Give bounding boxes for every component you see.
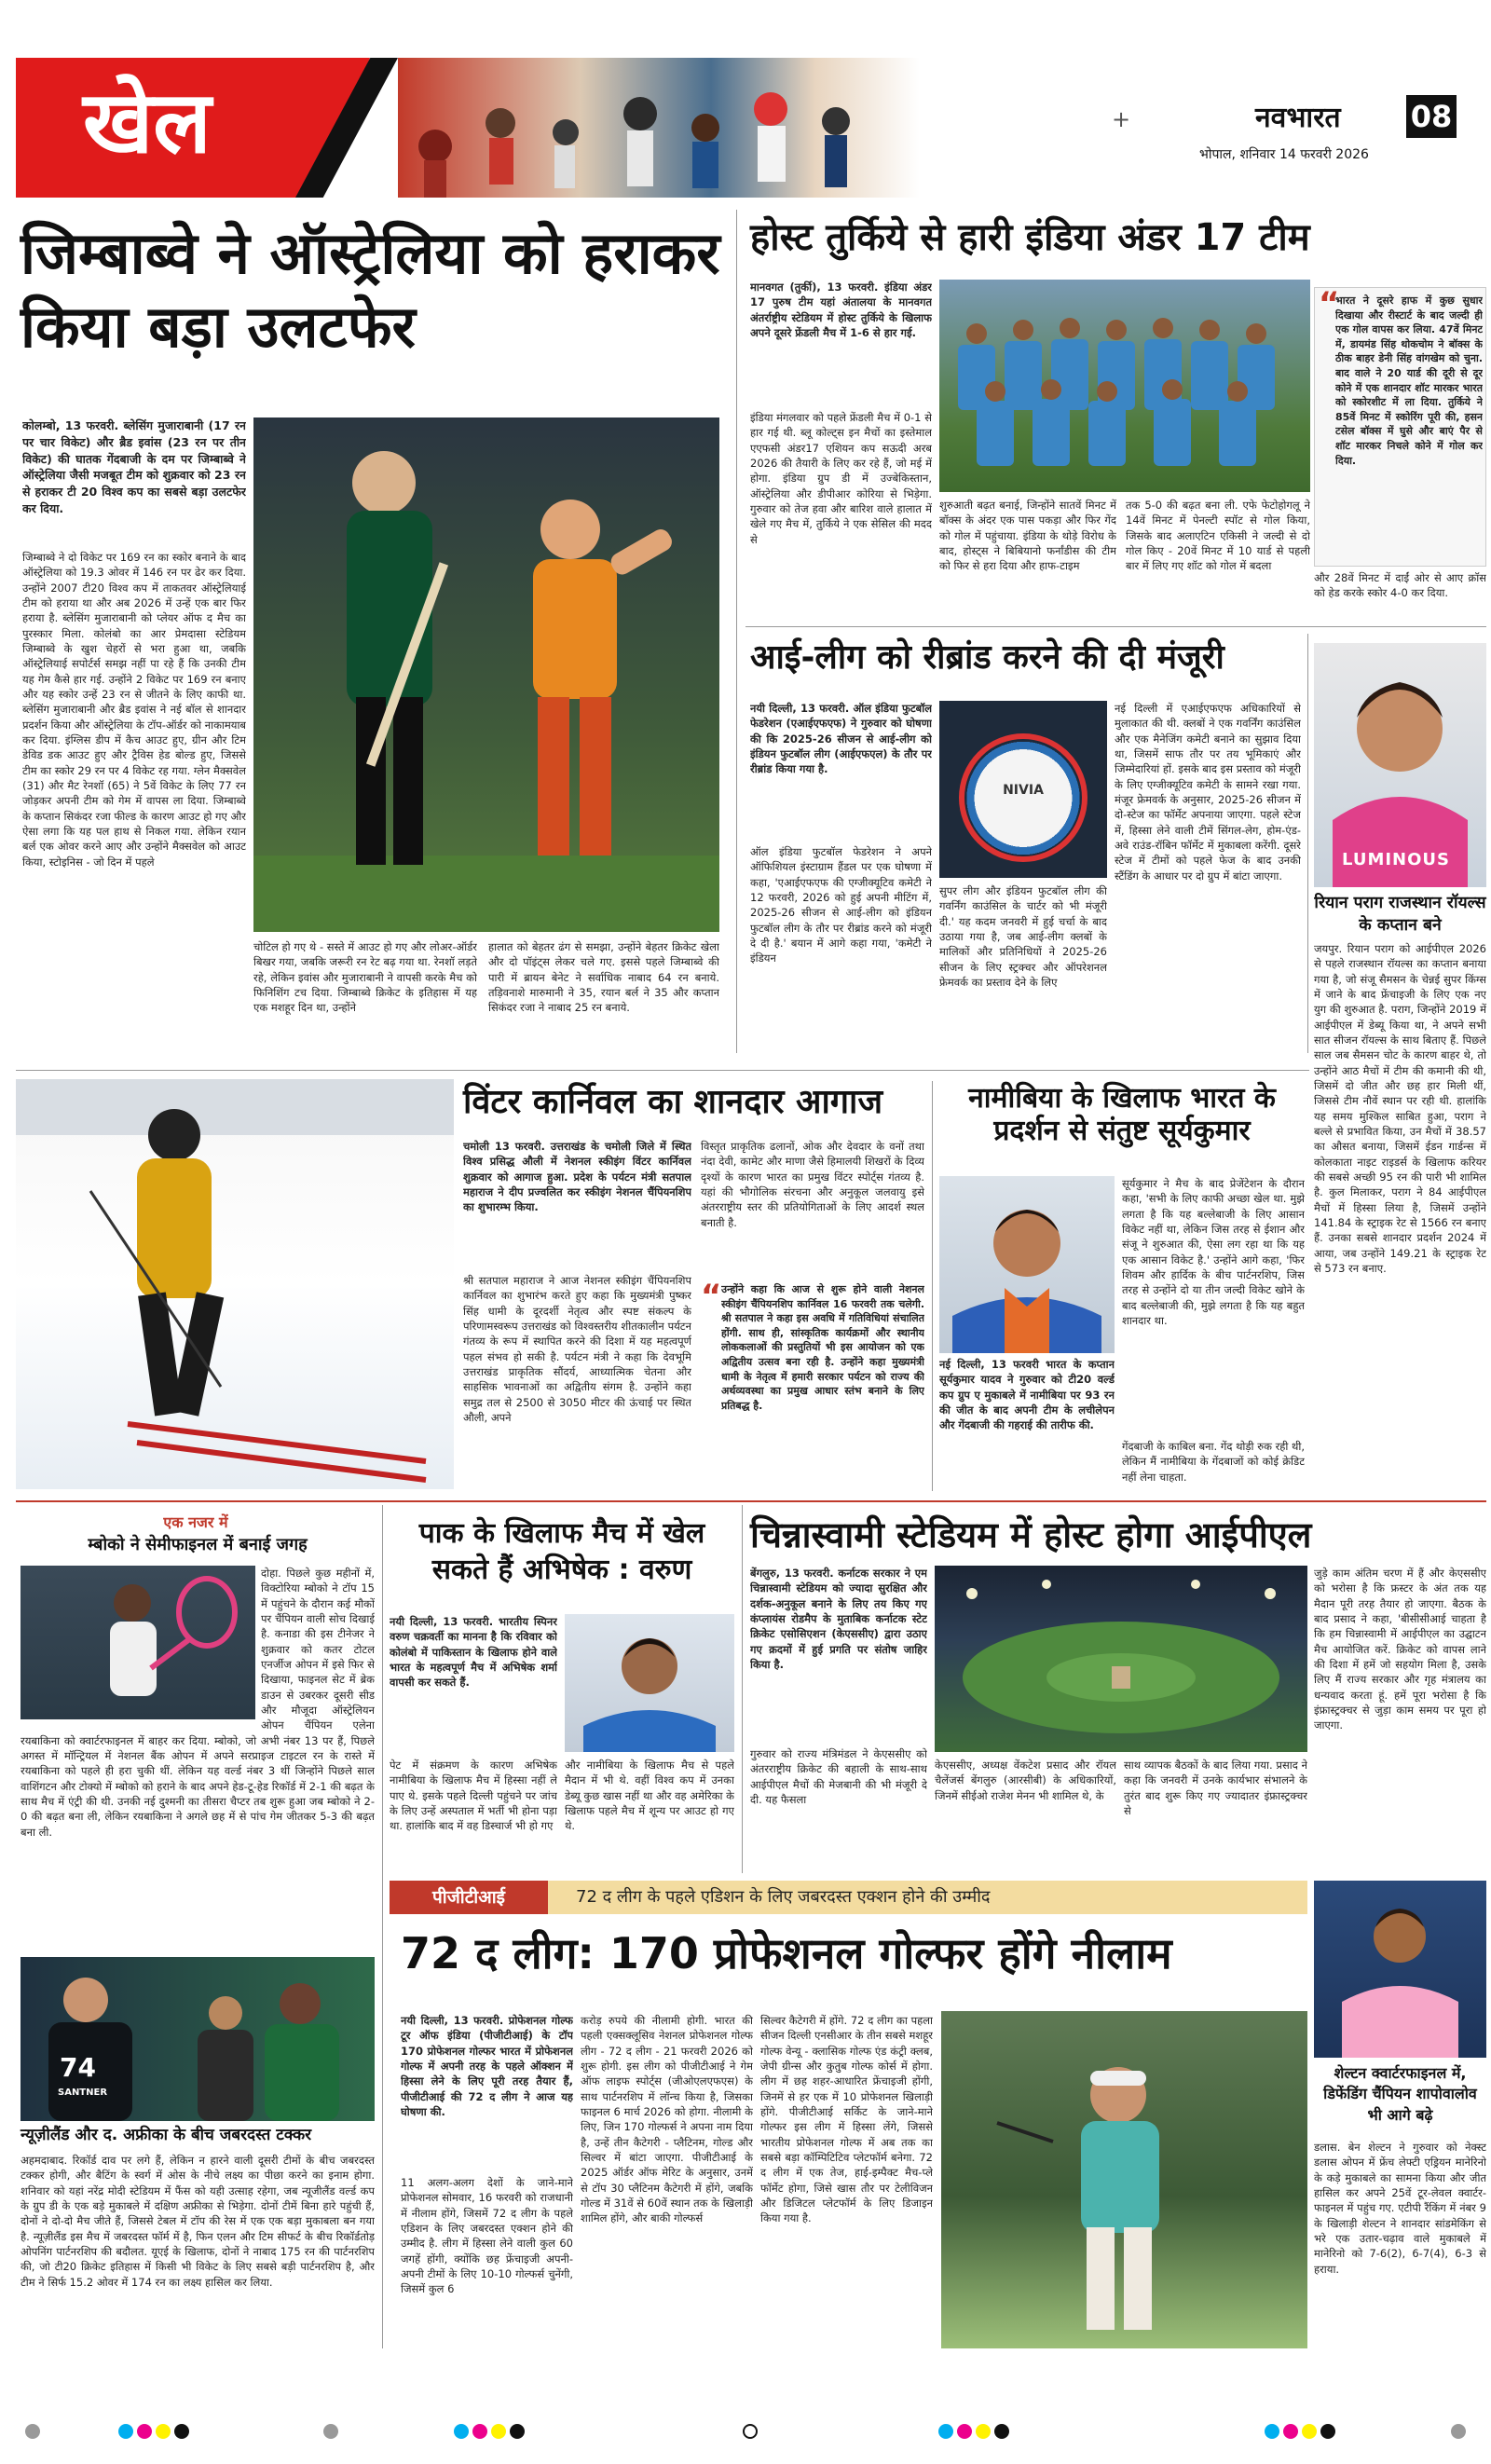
jersey-number: 74 <box>60 2052 96 2083</box>
jersey-sponsor-text: LUMINOUS <box>1342 850 1450 869</box>
ipl-col2: केएससीए, अध्यक्ष वेंकटेश प्रसाद और रॉयल चैलेंजर्स बेंगलुरु (आरसीबी) के अधिकारियों, जिनमें सीईओ राजेश मेनन भी शामिल थे, के <box>935 1759 1116 1802</box>
shelton-photo <box>1314 1881 1486 2058</box>
football-photo <box>939 701 1107 878</box>
varun-col2: और नामीबिया के खिलाफ मैच से पहले मैदान में भी थे. वहीं विश्व कप में उनका डेब्यू कुछ खास नहीं था और वह अमेरिका के खिलाफ पहले मैच में शून्य पर आउट हो गए थे. <box>565 1759 734 1833</box>
varun-lead: नयी दिल्ली, 13 फरवरी. भारतीय स्पिनर वरुण चक्रवर्ती का मानना है कि रविवार को कोलंबो में पाकिस्तान के खिलाफ होने वाले भारत के महत्वपूर्ण मैच में अभिषेक शर्मा वापसी कर सकते हैं. <box>390 1615 557 1690</box>
pgti-banner-text: 72 द लीग के पहले एडिशन के लिए जबरदस्त एक्शन होने की उम्मीद <box>576 1887 991 1907</box>
shelton-body: डलास. बेन शेल्टन ने गुरुवार को नेक्स्ट डलास ओपन में फ्रेंच लेफ्टी एड्रियन मानेरिनो के कड़े मुकाबले का सामना किया और जीत हासिल कर अपने 25वें टूर-लेवल क्वार्टर-फाइनल में पहुंच गए. एटीपी रैंकिंग में नंबर 9 के खिलाड़ी शेल्टन ने शानदार सांडमेकिंग से भरे एक उतार-चढ़ाव वाले मुकाबले में मानेरिनो को 7-6(2), 6-7(4), 6-3 से हराया. <box>1314 2141 1486 2276</box>
zimbabwe-lead: कोलम्बो, 13 फरवरी. ब्लेसिंग मुजाराबानी (17 रन पर चार विकेट) और ब्रैड इवांस (23 रन पर तीन विकेट) की घातक गेंदबाजी के दम पर जिम्बाब्वे ने ऑस्ट्रेलिया जैसी मजबूत टीम को शुक्रवार को 23 रन से हराकर टी 20 विश्व कप का सबसे बड़ा उलटफेर कर दिया. <box>22 418 246 515</box>
section-rule <box>16 1500 1486 1502</box>
registration-dot <box>743 2424 758 2439</box>
zimbabwe-col2: चोटिल हो गए थे - सस्ते में आउट हो गए और लोअर-ऑर्डर बिखर गया, जबकि जरूरी रन रेट बढ़ गया था. रेनशॉ लड़ते रहे, लेकिन इवांस और मुजाराबानी ने वापसी करके मैच को फिनिशिंग टच दिया. जिम्बाब्वे क्रिकेट के इतिहास में यह एक मशहूर दिन था, उन्होंने <box>253 940 477 1015</box>
ipl-lead: बेंगलुरु, 13 फरवरी. कर्नाटक सरकार ने एम चिन्नास्वामी स्टेडियम को ज्यादा सुरक्षित और दर्शक-अनुकूल बनाने के लिए तय किए गए कंप्लायंस रोडमैप के मुताबिक कर्नाटक स्टेट क्रिकेट एसोसिएशन (केएससीए) द्वारा उठाए गए क्रदमों में हुई प्रगति पर संतोष जाहिर किया है. <box>750 1567 927 1671</box>
quote-mark-icon: “ <box>701 1278 722 1315</box>
i-league-col1: ऑल इंडिया फुटबॉल फेडरेशन ने अपने ऑफिशियल इंस्टाग्राम हैंडल पर एक घोषणा में कहा, 'एआईएफएफ की एग्जीक्यूटिव कमेटी ने 12 फरवरी, 2026 को हुई अपनी मीटिंग में, 2025-26 सीजन से आई-लीग को इंडियन फुटबॉल लीग के तौर पर रीब्रांड करने को मंजूरी दे दी है.' बयान में आगे कहा गया, 'कमेटी ने इंडियन <box>750 845 932 965</box>
skier-photo <box>16 1079 454 1489</box>
headline-suryakumar: नामीबिया के खिलाफ भारत के प्रदर्शन से संतुष्ट सूर्यकुमार <box>968 1082 1276 1147</box>
quote-mark-icon: “ <box>1319 285 1340 322</box>
headline-ipl-chinnaswamy: चिन्नास्वामी स्टेडियम में होस्ट होगा आईपीएल <box>750 1514 1312 1555</box>
column-rule <box>742 1505 743 1873</box>
column-rule <box>1307 634 1308 1053</box>
u17-side-text: भारत ने दूसरे हाफ में कुछ सुधार दिखाया और रीस्टार्ट के बाद जल्दी ही एक गोल वापस कर लिया. 47वें मिनट में, डायमंड सिंह थोकचोम ने बॉक्स के ठीक बाहर डेनी सिंह वांगखेम को चुना. बाद वाले ने 20 यार्ड की दूरी से दूर कोने में एक शानदार शॉट मारकर भारत को स्कोरशीट में ला दिया. तुर्किये ने 85वें मिनट में स्कोरिंग पूरी की, हसन टसेल बॉक्स में घुसे और बाएं पैर से शॉट मारकर निचले कोने में गोल कर दिया. <box>1335 294 1483 467</box>
section-title: खेल <box>83 73 212 172</box>
registration-dot <box>491 2424 506 2439</box>
ipl-col4: जुड़े काम अंतिम चरण में हैं और केएससीए को भरोसा है कि फ्रस्टर के अंत तक यह मैदान पूरी तरह तैयार हो जाएगा. बैठक के बाद प्रसाद ने कहा, 'बीसीसीआई चाहता है कि हम चिन्नास्वामी में आईपीएल का उद्घाटन मैच आयोजित करें. क्रिकेट को वापस लाने की दिशा में हमें जो सहयोग मिला है, उसके लिए मैं राज्य सरकार और गृह मंत्रालय का धन्यवाद करता हूं. हमें पूरा भरोसा है कि इंफ्रास्ट्रक्चर से जुड़ा काम समय पर पूरा हो जाएगा. <box>1314 1567 1486 1732</box>
winter-col2: विस्तृत प्राकृतिक ढलानों, ओक और देवदार के वनों तथा नंदा देवी, कामेट और माणा जैसे हिमालयी शिखरों के दिव्य दृश्यों के कारण भारत का प्रमुख विंटर स्पोर्ट्स गंतव्य है. यहां की भौगोलिक संरचना और अनुकूल जलवायु इसे अंतरराष्ट्रीय स्तर की प्रतियोगिताओं के लिए आदर्श स्थल बनाती है. <box>701 1140 924 1229</box>
column-rule <box>932 1081 933 1491</box>
registration-dot <box>976 2424 991 2439</box>
section-rule <box>746 626 1486 627</box>
registration-dot <box>1451 2424 1466 2439</box>
i-league-col2: सुपर लीग और इंडियन फुटबॉल लीग की गवर्निंग काउंसिल के चार्टर को भी मंजूरी दी.' यह कदम जनवरी में हुई चर्चा के बाद उठाया गया है, जब आई-लीग क्लबों के मालिकों और प्रतिनिधियों ने 2025-26 सीजन के लिए स्ट्रक्चर और ऑपरेशनल फ्रेमवर्क का प्रस्ताव देने के लिए <box>939 884 1107 989</box>
headline-mboko: म्बोको ने सेमीफाइनल में बनाई जगह <box>88 1535 308 1554</box>
column-rule <box>736 210 737 1053</box>
registration-dot <box>156 2424 171 2439</box>
print-registration-bar <box>16 2419 1479 2443</box>
zimbabwe-match-photo <box>253 418 719 932</box>
jersey-name: SANTNER <box>58 2088 108 2098</box>
registration-dot <box>137 2424 152 2439</box>
suryakumar-col2: गेंदबाजी के काबिल बना. गेंद थोड़ी रुक रही थी, लेकिन मैं नामीबिया के गेंदबाजों को कोई क्रेडिट नहीं लेना चाहता. <box>1122 1440 1305 1484</box>
u17-side-box <box>1314 287 1486 567</box>
registration-dot <box>1283 2424 1298 2439</box>
u17-lead: मानवगत (तुर्की), 13 फरवरी. इंडिया अंडर 17 पुरुष टीम यहां अंतालया के मानवगत अंतर्राष्ट्रीय स्टेडियम में होस्ट तुर्किये के खिलाफ अपने दूसरे फ्रेंडली मैच में 1-6 से हार गई. <box>750 281 932 339</box>
varun-col1: पेट में संक्रमण के कारण अभिषेक नामीबिया के खिलाफ मैच में हिस्सा नहीं ले पाए थे. इसके पहले दिल्ली पहुंचने पर जांच के लिए उन्हें अस्पताल में भर्ती भी होना पड़ा था. हालांकि बाद में वह डिस्चार्ज भी हो गए <box>390 1759 557 1833</box>
sports-collage-image <box>398 58 920 198</box>
u17-tail: और 28वें मिनट में दाईं ओर से आए क्रॉस को हेड करके स्कोर 4-0 कर दिया. <box>1314 571 1486 600</box>
riyan-parag-body: जयपुर. रियान पराग को आईपीएल 2026 से पहले राजस्थान रॉयल्स का कप्तान बनाया गया है, जो संजू सैमसन के चेन्नई सुपर किंग्स में जाने के बाद फ्रेंचाइजी के लिए एक नए युग की शुरुआत है. पराग, जिन्होंने 2019 में आईपीएल में डेब्यू किया था, ने अपने सभी सात सीजन रॉयल्स के साथ बिताए हैं. पिछले साल जब सैमसन चोट के कारण बाहर थे, तो उन्होंने आठ मैचों में टीम की कमानी की थी, जिसमें दो जीत और छह हार मिली थीं, जिससे टीम नौवें स्थान पर रही थी. हालांकि यह समय मुश्किल साबित हुआ, पराग ने बल्ले से प्रभावित किया, उन मैचों में 38.57 का औसत बनाया, जिसमें ईडन गार्डन्स में कोलकाता नाइट राइडर्स के खिलाफ करियर की सबसे अच्छी 95 रन की पारी भी शामिल है. कुल मिलाकर, पराग ने 84 आईपीएल मैचों में हिस्सा लिया है, जिसमें उन्होंने 141.84 के स्ट्राइक रेट से 1566 रन बनाए हैं. उनका सबसे शानदार प्रदर्शन 2024 में आया, जब उन्होंने 149.21 के स्ट्राइक रेट से 573 रन बनाए. <box>1314 942 1486 1275</box>
pgti-col1: 11 अलग-अलग देशों के जाने-माने प्रोफेशनल सोमवार, 16 फरवरी को राजधानी में नीलाम होंगे, जिसमें 72 द लीग के पहले एडिशन के लिए जबरदस्त एक्शन होने की उम्मीद है. लीग में हिस्सा लेने वाली कुल 60 जगहें होंगी, क्योंकि छह फ्रेंचाइजी अपनी-अपनी टीमों के लिए 10-10 गोल्फर्स चुनेंगी, जिसमें कुल 6 <box>401 2176 573 2296</box>
pgti-banner <box>390 1881 1307 1914</box>
winter-quote-text: उन्होंने कहा कि आज से शुरू होने वाली नेशनल स्कीइंग चैंपियनशिप कार्निवल 16 फरवरी तक चलेगी. श्री सतपाल ने कहा इस अवधि में गतिविधियां संचालित होंगी. साथ ही, सांस्कृतिक कार्यक्रमों और स्थानीय लोककलाओं की प्रस्तुतियों भी इस आयोजन को एक अद्वितीय उत्सव बना रही है. उन्होंने कहा मुख्यमंत्री धामी के नेतृत्व में हमारी सरकार पर्यटन को राज्य की अर्थव्यवस्था का प्रमुख आधार स्तंभ बनाने के लिए प्रतिबद्ध है. <box>721 1283 924 1412</box>
registration-dot <box>1320 2424 1335 2439</box>
kicker-at-a-glance: एक नजर में <box>163 1513 228 1531</box>
winter-col1: श्री सतपाल महाराज ने आज नेशनल स्कीइंग चैंपियनशिप कार्निवल का शुभारंभ करते हुए कहा कि मुख्यमंत्री पुष्कर सिंह धामी के दूरदर्शी नेतृत्व और स्पष्ट संकल्प के परिणामस्वरूप उत्तराखंड को विश्वस्तरीय शीतकालीन पर्यटन गंतव्य के रूप में स्थापित करने की दिशा में यह महत्वपूर्ण पहल संभव हो सकी है. पर्यटन मंत्री ने कहा कि देवभूमि उत्तराखंड प्राकृतिक सौंदर्य, आध्यात्मिक चेतना और साहसिक भावनाओं का अद्वितीय संगम है. उन्होंने कहा समुद्र तल से 2500 से 3050 मीटर की ऊंचाई पर स्थित औली, अपने <box>463 1274 691 1424</box>
i-league-col3: नई दिल्ली में एआईएफएफ अधिकारियों से मुलाकात की थी. क्लबों ने एक गवर्निंग काउंसिल और एक मैनेजिंग कमेटी बनाने का सुझाव दिया था, जिसमें साफ तौर पर तय भूमिकाएं और जिम्मेदारियां हों. इसके बाद इस प्रस्ताव को मंजूरी के लिए एग्जीक्यूटिव कमेटी के सामने रखा गया. मंजूर फ्रेमवर्क के अनुसार, 2025-26 सीजन में दो-स्टेज का फॉर्मेट अपनाया जाएगा. पहले स्टेज में, हिस्सा लेने वाली टीमें सिंगल-लेग, होम-एंड-अवे राउंड-रॉबिन फॉर्मेट में मुकाबला करेंगी. दूसरे स्टेज में टीमों को पहले फेज के बाद उनकी स्टैंडिंग के आधार पर दो ग्रुप में बांटा जाएगा. <box>1115 702 1301 883</box>
u17-col2: शुरुआती बढ़त बनाई, जिन्होंने सातवें मिनट में बॉक्स के अंदर एक पास पकड़ा और फिर गेंद को गोल में पहुंचाया. इंडिया के थोड़े विरोध के बाद, होस्ट्स ने बिबियानो फर्नांडीस की टीम को फिर से हरा दिया और हाफ-टाइम <box>939 499 1116 573</box>
registration-mark: + <box>1112 106 1131 132</box>
headline-zimbabwe: जिम्बाब्वे ने ऑस्ट्रेलिया को हराकर किया बड़ा उलटफेर <box>21 219 720 362</box>
u17-col3: तक 5-0 की बढ़त बना ली. एफे फेटोहोगलू ने 14वें मिनट में पेनल्टी स्पॉट से गोल किया, जिसके बाद अलाएटिन एकिसी ने जल्दी से दो गोल किए - 20वें मिनट में 10 यार्ड से पहली बार में लिए गए शॉट को गोल में बदला <box>1126 499 1310 573</box>
i-league-lead: नयी दिल्ली, 13 फरवरी. ऑल इंडिया फुटबॉल फेडरेशन (एआईएफएफ) ने गुरुवार को घोषणा की कि 2025-26 सीजन से आई-लीग को इंडियन फुटबॉल लीग (आईएफएल) के तौर पर रीब्रांड किया गया है. <box>750 702 932 776</box>
headline-72-the-league: 72 द लीग: 170 प्रोफेशनल गोल्फर होंगे नीलाम <box>401 1928 1172 1978</box>
dateline: भोपाल, शनिवार 14 फरवरी 2026 <box>1199 147 1369 162</box>
registration-dot <box>994 2424 1009 2439</box>
chinnaswamy-stadium-photo <box>935 1566 1307 1752</box>
headline-winter-carnival: विंटर कार्निवल का शानदार आगाज <box>463 1083 883 1121</box>
suryakumar-photo <box>939 1176 1115 1353</box>
registration-dot <box>957 2424 972 2439</box>
registration-dot <box>118 2424 133 2439</box>
u17-col1: इंडिया मंगलवार को पहले फ्रेंडली मैच में 0-1 से हार गई थी. ब्लू कोल्ट्स इन मैचों का इस्तेमाल एएफसी अंडर17 एशियन कप सऊदी अरब 2026 की तैयारी के लिए कर रहे हैं, जो मई में होगा. इंडिया ग्रुप डी में उज्बेकिस्तान, ऑस्ट्रेलिया और डीपीआर कोरिया से भिड़ेगा. गुरुवार को तेज हवा और बारिश वाले हालात में खेले गए मैच में, तुर्किये ने एक सेसिल की मदद से <box>750 411 932 546</box>
registration-dot <box>938 2424 953 2439</box>
column-rule <box>382 1505 383 2348</box>
registration-dot <box>510 2424 525 2439</box>
registration-dot <box>25 2424 40 2439</box>
santner-photo <box>21 1957 375 2121</box>
ipl-col1: गुरुवार को राज्य मंत्रिमंडल ने केएससीए को अंतरराष्ट्रीय क्रिकेट की बहाली के साथ-साथ आईपीएल मैचों की मेजबानी की भी मंजूरी दे दी. यह फैसला <box>750 1747 927 1806</box>
pgti-col2: करोड़ रुपये की नीलामी होगी. भारत की पहली एक्सक्लूसिव नेशनल प्रोफेशनल गोल्फ लीग - 72 द लीग - 21 फरवरी 2026 को शुरू होगी. इस लीग को पीजीटीआई ने गेम ऑफ लाइफ स्पोर्ट्स (जीओएलएफएस) के साथ पार्टनरशिप में लॉन्च किया है, जिसका फाइनल 6 मार्च 2026 को होगा. नीलामी के लिए, जिन 170 गोल्फर्स ने अपना नाम दिया है, उन्हें तीन कैटेगरी - प्लैटिनम, गोल्ड और सिल्वर में बांटा जाएगा. पीजीटीआई के 2025 ऑर्डर ऑफ मेरिट के अनुसार, उनमें से टॉप 30 प्लैटिनम कैटेगरी में होंगे, जबकि गोल्ड में 31वें से 60वें स्थान तक के खिलाड़ी शामिल होंगे, और बाकी गोल्फर्स <box>581 2014 753 2225</box>
registration-dot <box>1302 2424 1317 2439</box>
golfer-photo <box>941 2011 1307 2348</box>
registration-dot <box>323 2424 338 2439</box>
varun-chakravarthy-photo <box>565 1614 734 1752</box>
registration-dot <box>454 2424 469 2439</box>
mboko-body-mask <box>21 1566 261 1724</box>
riyan-parag-photo <box>1314 643 1486 887</box>
suryakumar-col1: सूर्यकुमार ने मैच के बाद प्रेजेंटेशन के दौरान कहा, 'सभी के लिए काफी अच्छा खेल था. मुझे लगता है कि यह बल्लेबाजी के लिए आसान विकेट नहीं था, लेकिन जिस तरह से ईशान और संजू ने शुरुआत की, ऐसा लग रहा था कि यह एक आसान विकेट है.' उन्होंने आगे कहा, 'फिर शिवम और हार्दिक के बीच पार्टनरशिप, जिस तरह से उन्होंने दो या तीन जल्दी विकेट खोने के बाद बल्लेबाजी की, मुझे लगता है कि यह बहुत शानदार था. <box>1122 1177 1305 1327</box>
headline-riyan-parag: रियान पराग राजस्थान रॉयल्स के कप्तान बने <box>1314 894 1486 935</box>
registration-dot <box>472 2424 487 2439</box>
section-rule <box>16 1070 1309 1071</box>
mboko-body: दोहा. पिछले कुछ महीनों में, विक्टोरिया म्बोको ने टॉप 15 में पहुंचने के दौरान कई मौकों पर चैंपियन वाली सोच दिखाई है. कनाडा की इस टीनेजर ने शुक्रवार को कतर टोटल एनर्जीज ओपन में इसे फिर से दिखाया, फाइनल सेट में ब्रेक डाउन से उबरकर दूसरी सीड और मौजूदा ऑस्ट्रेलियन ओपन चैंपियन एलेना रयबाकिना को क्वार्टरफाइनल में बाहर कर दिया. म्बोको, जो अभी नंबर 13 पर हैं, पिछले अगस्त में मॉन्ट्रियल में नेशनल बैंक ओपन में अपने सरप्राइज टाइटल रन के रास्ते में रयबाकिना को पहले ही हरा चुकी थीं. लेकिन यह वर्ल्ड नंबर 3 थीं जिन्होंने पिछले साल वाशिंगटन और टोक्यो में म्बोको को हराने के बाद अपने हेड-टू-हेड रिकॉर्ड में 2-1 की बढ़त के साथ मैच में एंट्री की थी. उनकी नई दुश्मनी का तीसरा चैप्टर तब शुरू हुआ जब म्बोको ने 2-0 की बढ़त बना ली, लेकिन रयबाकिना ने अगले छह में से पांच गेम जीतकर 5-3 की बढ़त बना ली. <box>21 1567 375 1839</box>
page-number: 08 <box>1406 95 1457 138</box>
newspaper-name: नवभारत <box>1255 102 1341 134</box>
pgti-tag: पीजीटीआई <box>390 1881 548 1914</box>
headline-shelton: शेल्टन क्वार्टरफाइनल में, डिफेंडिंग चैंपियन शापोवालोव भी आगे बढ़े <box>1323 2064 1477 2124</box>
registration-dot <box>1265 2424 1279 2439</box>
pgti-col3: सिल्वर कैटेगरी में होंगे. 72 द लीग का पहला सीजन दिल्ली एनसीआर के तीन सबसे मशहूर गोल्फ वेन्यू - क्लासिक गोल्फ एंड कंट्री क्लब, जेपी ग्रीन्स और कुतुब गोल्फ कोर्स में होगा. लीग में छह शहर-आधारित फ्रेंचाइजी होंगी, जिनमें से हर एक में 10 प्रोफेशनल खिलाड़ी होंगे. पीजीटीआई सर्किट के जाने-माने गोल्फर इस लीग में हिस्सा लेंगे, जिससे भारतीय प्रोफेशनल गोल्फ में अब तक का सबसे बड़ा कॉम्पिटिटिव प्लेटफॉर्म बनेगा. 72 द लीग में एक तेज, हाई-इम्पैक्ट मैच-प्ले फॉर्मेट होगा, जिसे खास तौर पर टेलीविजन और डिजिटल प्लेटफॉर्म के लिए डिजाइन किया गया है. <box>760 2014 933 2225</box>
headline-i-league: आई-लीग को रीब्रांड करने की दी मंजूरी <box>750 638 1224 677</box>
headline-india-u17: होस्ट तुर्किये से हारी इंडिया अंडर 17 टीम <box>750 216 1310 259</box>
svg-text:NIVIA: NIVIA <box>1003 783 1044 798</box>
winter-lead: चमोली 13 फरवरी. उत्तराखंड के चमोली जिले में स्थित विश्व प्रसिद्ध औली में नेशनल स्कीइंग विंटर कार्निवल शुक्रवार को आगाज हुआ. प्रदेश के पर्यटन मंत्री सतपाल महाराज ने दीप प्रज्वलित कर स्कीइंग नेशनल चैंपियनशिप का शुभारम्भ किया. <box>463 1140 691 1214</box>
nz-sa-body: अहमदाबाद. रिकॉर्ड दाव पर लगे हैं, लेकिन न हारने वाली दूसरी टीमों के बीच जबरदस्त टक्कर होगी, और बैटिंग के स्वर्ग में ओस के नीचे लक्ष्य का पीछा करने का इनाम होगा. शनिवार को यहां नरेंद्र मोदी स्टेडियम में फैंस को यही उत्साह रहेगा, जब न्यूजीलैंड वर्ल्ड कप के ग्रुप डी के एक बड़े मुकाबले में दक्षिण अफ्रीका से भिड़ेगा. दोनों टीमें बिना हारे पहुंची हैं, दोनों ने दो-दो मैच जीते हैं, जिससे टेबल में टॉप की रेस में एक एक बड़ा मुकाबला बन गया है. न्यूज़ीलैंड इस मैच में जबरदस्त फॉर्म में है, फिन एलन और टिम सीफर्ट के बीच रिकॉर्डतोड़ ओपनिंग पार्टनरशिप की बदौलत. यूएई के खिलाफ, दोनों ने नाबाद 175 रन की पार्टनरशिप की, जो टी20 क्रिकेट इतिहास में किसी भी विकेट के लिए सबसे बड़ी पार्टनरशिप है, और टीम ने सिर्फ 15.2 ओवर में 174 रन का लक्ष्य हासिल कर लिया. <box>21 2154 375 2289</box>
zimbabwe-body: जिम्बाब्वे ने दो विकेट पर 169 रन का स्कोर बनाने के बाद ऑस्ट्रेलिया को 19.3 ओवर में 146 रन पर ढेर कर दिया. उन्होंने 2007 टी20 विश्व कप में ताकतवर ऑस्ट्रेलियाई टीम को हराया था और अब 2026 में उन्हें एक बार फिर हराया है. ब्लेसिंग मुजाराबानी को प्लेयर ऑफ द मैच का पुरस्कार मिला. कोलंबो का आर प्रेमदासा स्टेडियम जिम्बाब्वे के खुश चेहरों से भरा हुआ था, जबकि ऑस्ट्रेलियाई सपोर्टर्स समझ नहीं पा रहे हैं कि उनकी टीम यह गेम कैसे हार गई. उन्होंने 2 विकेट पर 169 रन बनाए और यह स्कोर उन्हें 23 रन से जीतने के लिए काफी था. ब्लेसिंग मुजाराबानी और ब्रैड इवांस ने नई बॉल से शानदार प्रदर्शन किया और ऑस्ट्रेलिया के टॉप-ऑर्डर को नाकामयाब कर दिया. इंग्लिस डीप में कैच आउट हुए, ग्रीन और टिम डेविड डक आउट हुए और ट्रैविस हेड बोल्ड हुए, जिससे टीम का स्कोर 29 रन पर 4 विकेट रह गया. ग्लेन मैक्सवेल (31) और मैट रेनशॉ (65) ने 5वें विकेट के लिए 77 रन जोड़कर अपनी टीम को गेम में वापस ला दिया. जिम्बाब्वे के कप्तान सिकंदर रजा फील्ड के कारण आउट हो गए और ऐसा लगा कि यह पल हाथ से निकल गया. लेकिन रयान बर्ल एक ओवर करने आए और उन्होंने मैक्सवेल को आउट किया, स्टोइनिस - जो दिन में पहले <box>22 551 246 869</box>
zimbabwe-col3: हालात को बेहतर ढंग से समझा, उन्होंने बेहतर क्रिकेट खेला और दो पॉइंट्स लेकर चले गए. इससे पहले जिम्बाब्वे की पारी में ब्रायन बेनेट ने सर्वाधिक नाबाद 64 रन बनाये. तड़िवनाशे मारुमानी ने 35, रयान बर्ल ने 35 और कप्तान सिकंदर रजा ने नाबाद 25 रन बनाये. <box>488 940 719 1015</box>
winter-quote-box <box>701 1280 924 1489</box>
masthead <box>16 58 1483 198</box>
india-u17-team-photo <box>939 280 1310 492</box>
ipl-col3: साथ व्यापक बैठकों के बाद लिया गया. प्रसाद ने कहा कि जनवरी में उनके कार्यभार संभालने के तुरंत बाद शुरू किए गए ज्यादातर इंफ्रास्ट्रक्चर से <box>1124 1759 1307 1817</box>
headline-nz-sa: न्यूज़ीलैंड और द. अफ्रीका के बीच जबरदस्त टक्कर <box>21 2126 312 2144</box>
registration-dot <box>174 2424 189 2439</box>
suryakumar-caption: नई दिल्ली, 13 फरवरी भारत के कप्तान सूर्यकुमार यादव ने गुरुवार को टी20 वर्ल्ड कप ग्रुप ए मुकाबले में नामीबिया पर 93 रन की जीत के बाद अपनी टीम के लचीलेपन और गेंदबाजी की गहराई की तारीफ की. <box>939 1358 1115 1432</box>
headline-abhishek-varun: पाक के खिलाफ मैच में खेल सकते हैं अभिषेक : वरुण <box>418 1517 705 1586</box>
pgti-lead: नयी दिल्ली, 13 फरवरी. प्रोफेशनल गोल्फ टूर ऑफ इंडिया (पीजीटीआई) के टॉप 170 प्रोफेशनल गोल्फर भारत में प्रोफेशनल गोल्फ में अपनी तरह के पहले ऑक्शन में हिस्सा लेने के लिए पूरी तरह तैयार हैं, पीजीटीआई की 72 द लीग ने आज यह घोषणा की. <box>401 2014 573 2118</box>
